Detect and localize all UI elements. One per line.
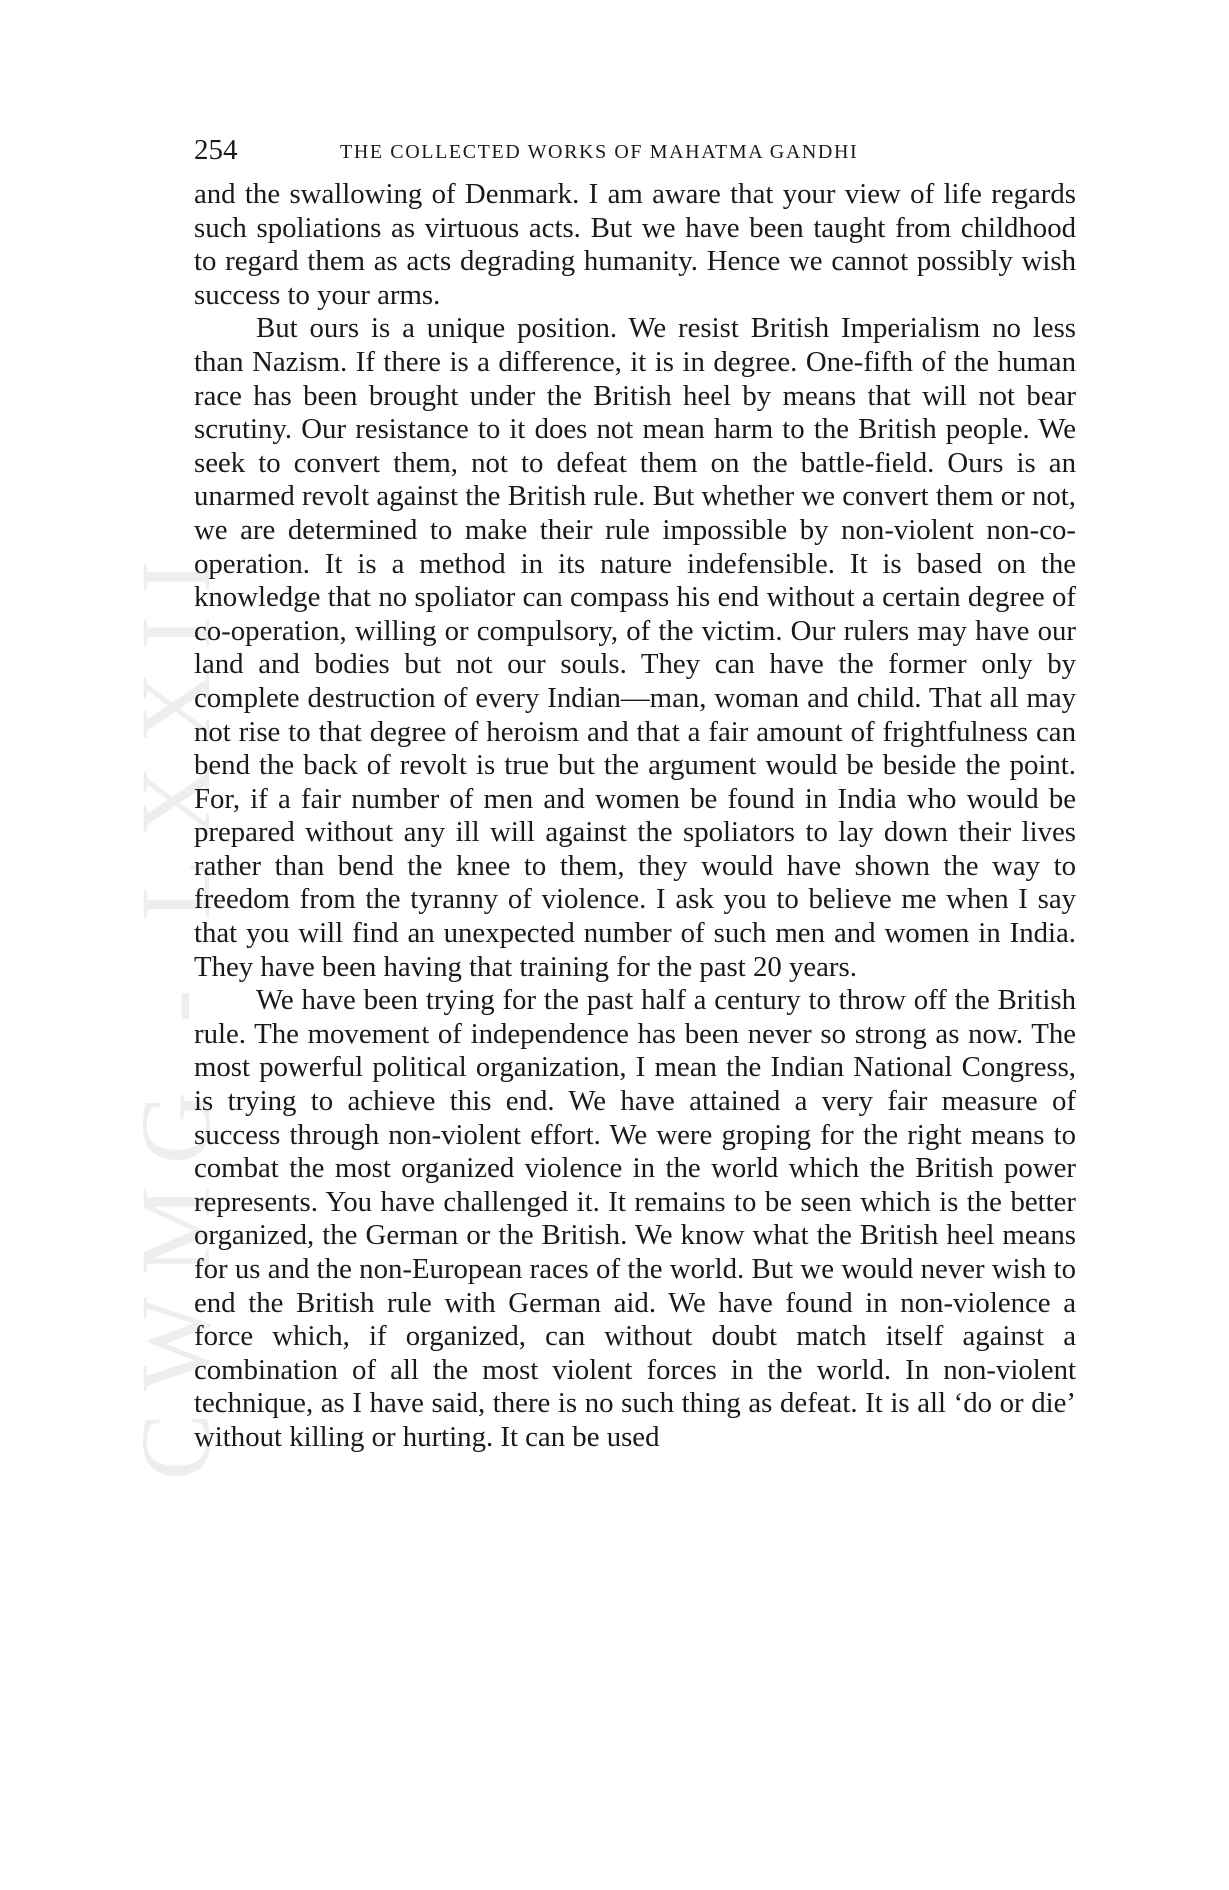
book-title: THE COLLECTED WORKS OF MAHATMA GANDHI <box>340 141 859 163</box>
watermark: CWMG - LXXII <box>120 538 231 1480</box>
paragraph: But ours is a unique position. We resist British Imperialism no less than Nazism. If there is a difference, it is in degree. One-fifth of the human race has been brought under the British heel by means that will not bear scrutiny. Our resistance to it does not mean harm to the British people. We seek to convert them, not to defeat them on the battle-field. Ours is an unarmed revolt against the British rule. But whether we convert them or not, we are determined to make their rule impossible by non-violent non-co-operation. It is a method in its nature indefensible. It is based on the knowledge that no spoliator can compass his end without a certain degree of co-operation, willing or compulsory, of the victim. Our rulers may have our land and bodies but not our souls. They can have the former only by complete destruction of every Indian—man, woman and child. That all may not rise to that degree of heroism and that a fair amount of frightfulness can bend the back of revolt is true but the argument would be beside the point. For, if a fair number of men and women be found in India who would be prepared without any ill will against the spoliators to lay down their lives rather than bend the knee to them, they would have shown the way to freedom from the tyranny of violence. I ask you to believe me when I say that you will find an unexpected number of such men and women in India. They have been having that training for the past 20 years. <box>194 312 1076 983</box>
running-header <box>194 134 1076 174</box>
paragraph: and the swallowing of Denmark. I am aware that your view of life regards such spoliations as virtuous acts. But we have been taught from childhood to regard them as acts degrading humanity. Hence we cannot possibly wish success to your arms. <box>194 178 1076 311</box>
page-number: 254 <box>194 134 238 166</box>
paragraph: We have been trying for the past half a century to throw off the British rule. The movement of independence has been never so strong as now. The most powerful political organization, I mean the Indian National Congress, is trying to achieve this end. We have attained a very fair measure of success through non-violent effort. We were groping for the right means to combat the most organized violence in the world which the British power represents. You have challenged it. It remains to be seen which is the better organized, the German or the British. We know what the British heel means for us and the non-European races of the world. But we would never wish to end the British rule with German aid. We have found in non-violence a force which, if organized, can without doubt match itself against a combination of all the most violent forces in the world. In non-violent technique, as I have said, there is no such thing as defeat. It is all ‘do or die’ without killing or hurting. It can be used <box>194 984 1076 1453</box>
body-text <box>194 178 1076 1455</box>
